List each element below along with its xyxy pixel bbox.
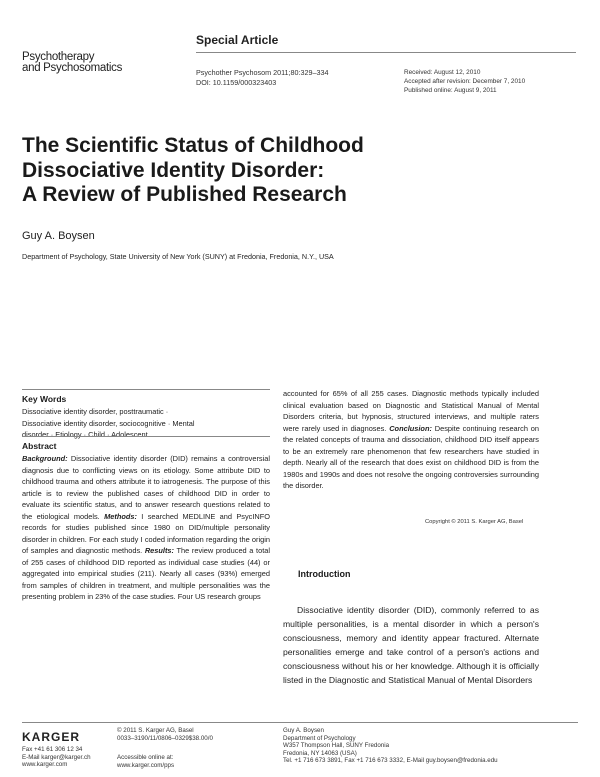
title-line: Dissociative Identity Disorder:	[22, 158, 325, 182]
methods-label: Methods:	[104, 511, 137, 521]
published-date: Published online: August 9, 2011	[404, 87, 497, 94]
keywords-line: Dissociative identity disorder, sociocognitive · Mental	[22, 418, 195, 428]
citation-line: Psychother Psychosom 2011;80:329–334	[196, 68, 329, 77]
copyright-block	[117, 727, 213, 742]
journal-name-line1: Psychotherapy	[22, 51, 95, 63]
publisher-logo: KARGER	[22, 730, 81, 744]
publisher-contact	[22, 746, 91, 769]
received-date: Received: August 12, 2010	[404, 69, 481, 76]
correspondence-address: W357 Thompson Hall, SUNY Fredonia	[283, 742, 390, 750]
title-line: The Scientific Status of Childhood	[22, 134, 364, 157]
correspondence-name: Guy A. Boysen	[283, 727, 324, 734]
copyright-line: © 2011 S. Karger AG, Basel	[117, 727, 194, 734]
journal-name	[22, 52, 122, 74]
title-line: A Review of Published Research	[22, 183, 347, 206]
issn-line: 0033–3190/11/0806–0329$38.00/0	[117, 734, 213, 742]
copyright-note: Copyright © 2011 S. Karger AG, Basel	[425, 519, 524, 525]
results-text: The review produced a total of 255 cases of childhood DID reported as individual case studies (44) or aggregated into empirical studies (211). Nearly all cases (93%) emerged from samples of children in treatment, and multiple personalities was the presenting problem in 23% of the case studies. Four US research groups	[22, 546, 270, 601]
article-type: Special Article	[196, 33, 279, 47]
abstract-heading: Abstract	[22, 441, 57, 451]
results-label: Results:	[144, 546, 175, 555]
doi-line: DOI: 10.1159/000323403	[196, 78, 277, 87]
background-text: Dissociative identity disorder (DID) remains a controversial diagnosis due to conflicting views on its etiology. Some attribute DID to childhood trauma and others attribute it to iatrogenesis. The purpose of this article is to review the published cases of childhood DID in order to evaluate its scientific status, and to answer research questions related to the etiological models.	[22, 454, 270, 521]
journal-name-line2: and Psychosomatics	[22, 62, 123, 74]
keywords-divider	[22, 389, 270, 390]
article-title	[22, 134, 492, 208]
accepted-date: Accepted after revision: December 7, 2010	[404, 78, 526, 85]
keywords-heading: Key Words	[22, 394, 67, 404]
publisher-website[interactable]: www.karger.com	[22, 761, 68, 769]
publisher-email: E-Mail karger@karger.ch	[22, 753, 91, 761]
background-label: Background:	[22, 454, 68, 463]
author-affiliation: Department of Psychology, State University of New York (SUNY) at Fredonia, Fredonia, N.Y., USA	[22, 252, 334, 261]
correspondence-dept: Department of Psychology	[283, 734, 356, 742]
conclusion-text: Despite continuing research on the related concepts of trauma and dissociation, childhood DID itself appears to be an extremely rare phenomenon that few researchers have studied in depth. Nearly all of the research that does exist on childhood DID is from the 1980s and 1990s and does not resolve the ongoing controversies surrounding the disorder.	[283, 423, 539, 490]
header-divider	[196, 52, 576, 53]
correspondence-city: Fredonia, NY 14063 (USA)	[283, 749, 357, 757]
introduction-text: Dissociative identity disorder (DID), commonly referred to as multiple personalities, is a mental disorder in which a person's consciousness, memory and identity appear fractured. Alternate personalities emerge and take control of a person's actions and consciousness without his or her knowledge. Although it is officially listed in the Diagnostic and Statistical Manual of Mental Disorders	[283, 605, 539, 685]
abstract-text	[22, 453, 270, 603]
author-name: Guy A. Boysen	[22, 230, 95, 242]
correspondence	[283, 727, 583, 765]
footer-divider	[22, 722, 578, 723]
keywords-line: disorder · Etiology · Child · Adolescent	[22, 430, 148, 439]
correspondence-phone: Tel. +1 716 673 3891, Fax +1 716 673 3332, E-Mail guy.boysen@fredonia.edu	[283, 757, 498, 765]
conclusion-label: Conclusion:	[389, 423, 432, 433]
abstract-divider	[22, 436, 270, 437]
introduction-heading: Introduction	[298, 569, 351, 579]
online-access-url[interactable]: www.karger.com/pps	[117, 761, 175, 769]
abstract-continued	[283, 388, 539, 492]
online-access	[117, 754, 174, 769]
article-dates	[404, 68, 525, 95]
abstract-continued-text: accounted for 65% of all 255 cases. Diagnostic methods typically included clinical evaluation based on Diagnostic and Statistical Manual of Mental Disorders criteria, but hypnosis, structured interviews, and multiple raters were rarely used in diagnoses.	[283, 389, 539, 433]
citation	[196, 68, 329, 88]
online-access-label: Accessible online at:	[117, 754, 174, 761]
keywords-line: Dissociative identity disorder, posttraumatic ·	[22, 407, 169, 416]
methods-text: I searched MEDLINE and PsycINFO records for studies published since 1980 on DID/multiple personality disorder in children. For each study I coded information regarding the origin of samples and diagnostic methods.	[22, 511, 270, 555]
publisher-fax: Fax +41 61 306 12 34	[22, 746, 83, 753]
